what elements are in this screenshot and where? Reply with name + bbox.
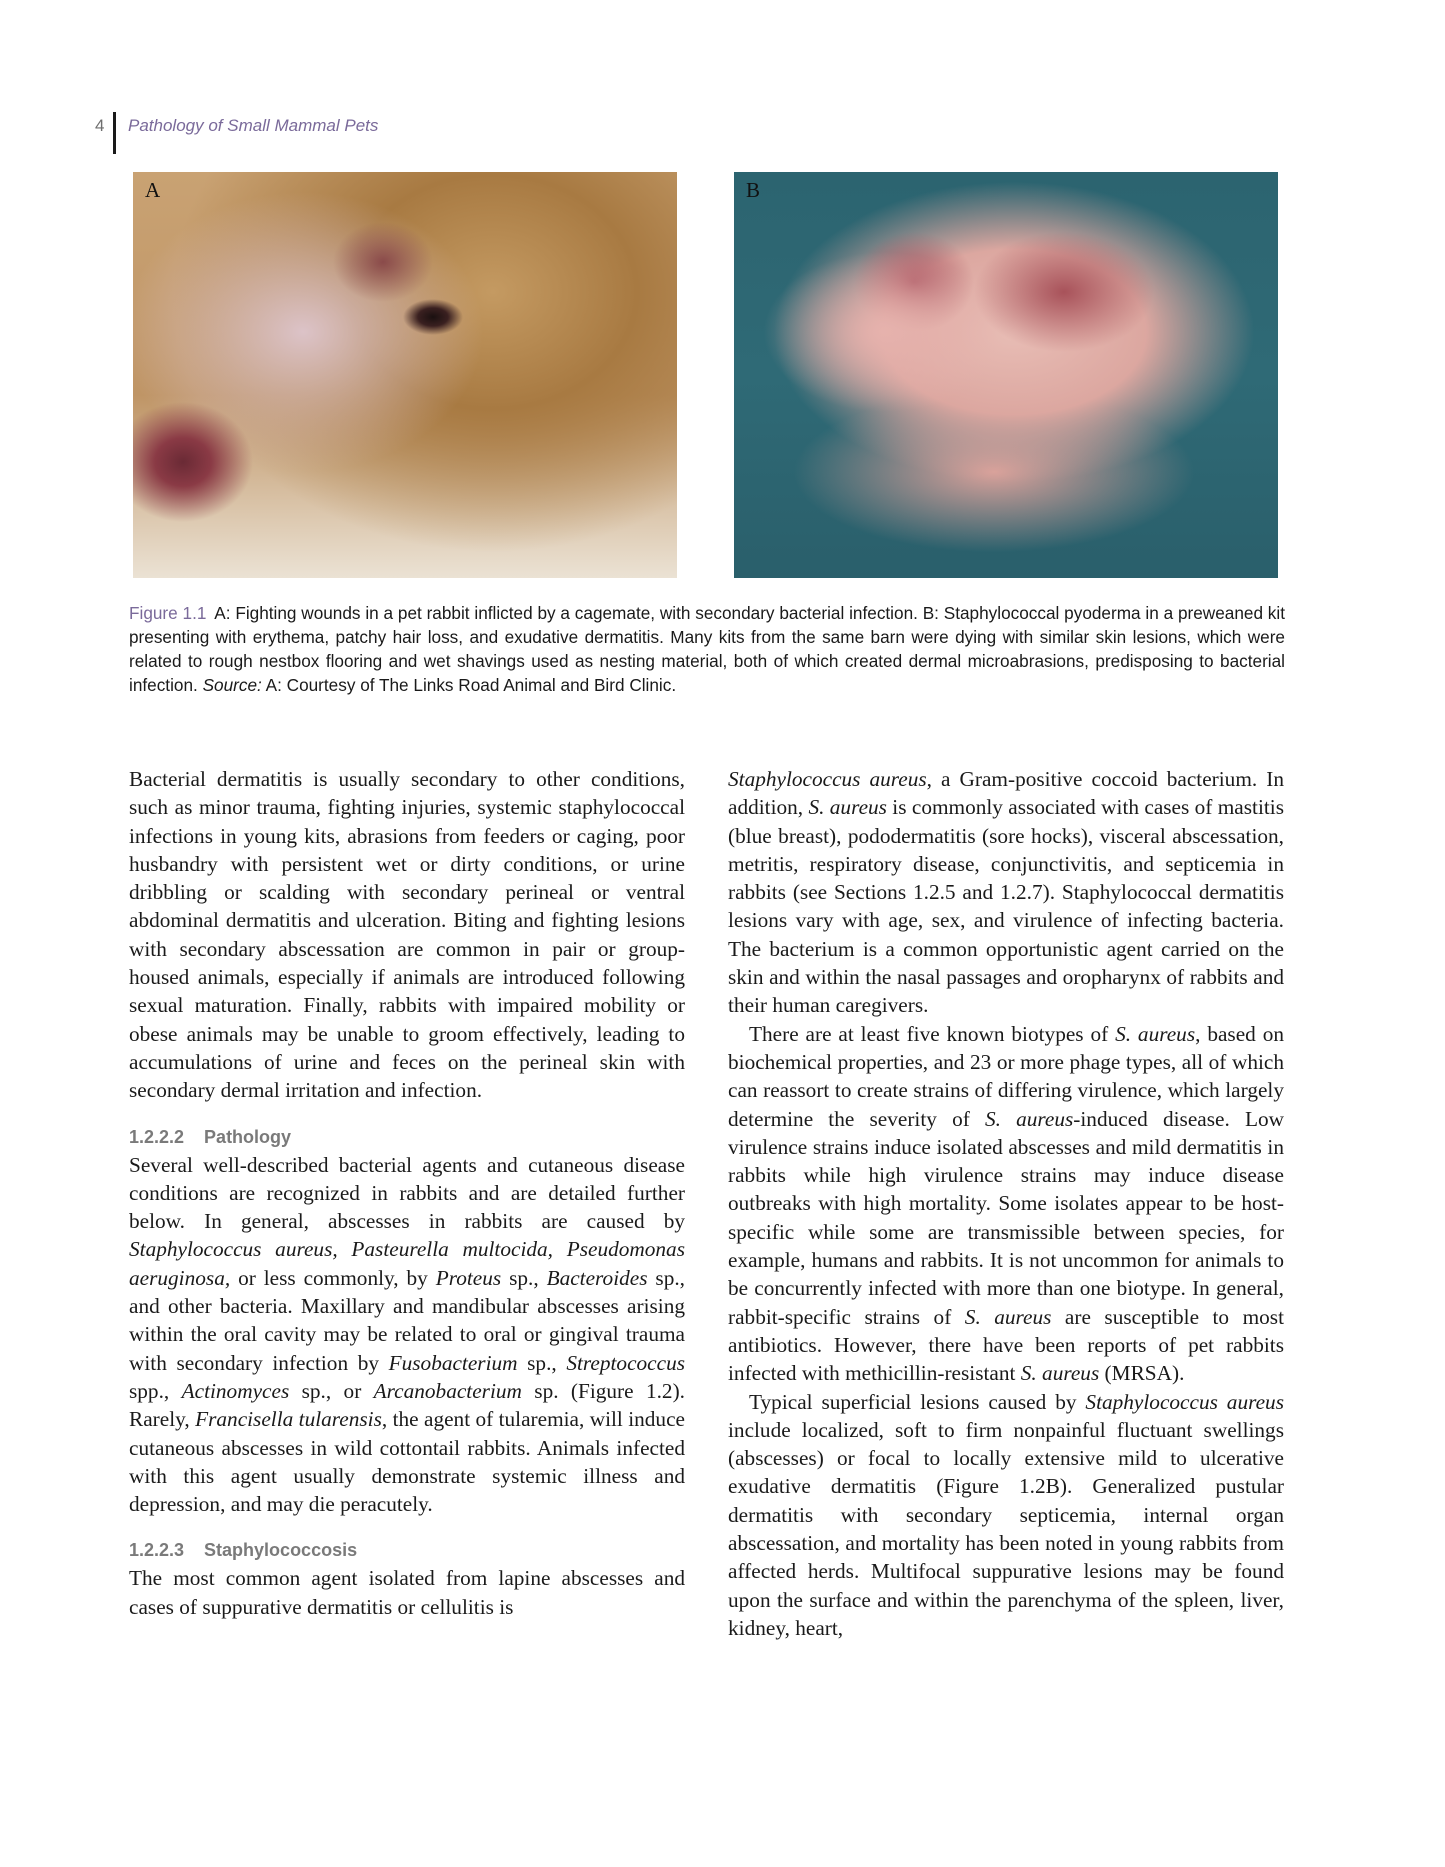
paragraph: The most common agent isolated from lapine abscesses and cases of suppurative dermatitis or cellulitis is xyxy=(129,1566,685,1619)
paragraph: Staphylococcus aureus, a Gram-positive coccoid bacterium. In addition, S. aureus is commonly associated with cases of mastitis (blue breast), pododermatitis (sore hocks), visceral abscessation, metritis, respiratory disease, conjunctivitis, and septicemia in rabbits (see Sections 1.2.5 and 1.2.7). Staphylococcal dermatitis lesions vary with age, sex, and virulence of infecting bacteria. The bacterium is a common opportunistic agent carried on the skin and within the nasal passages and oropharynx of rabbits and their human caregivers. xyxy=(728,767,1284,1018)
paragraph: Typical superficial lesions caused by Staphylococcus aureus include localized, soft to firm nonpainful fluctuant swellings (abscesses) or focal to locally extensive mild to ulcerative exudative dermatitis (Figure 1.2B). Generalized pustular dermatitis with secondary septicemia, internal organ abscessation, and mortality has been noted in young rabbits from affected herds. Multifocal suppurative lesions may be found upon the surface and within the parenchyma of the spleen, liver, kidney, heart, xyxy=(728,1389,1284,1640)
caption-source-label: Source: xyxy=(202,675,262,695)
left-column xyxy=(129,765,685,1621)
figure-caption xyxy=(129,601,1285,697)
caption-source-text: A: Courtesy of The Links Road Animal and Bird Clinic. xyxy=(265,675,677,695)
page-number: 4 xyxy=(95,116,105,135)
section-title: Staphylococcosis xyxy=(204,1540,358,1561)
panel-label-a: A xyxy=(145,178,161,202)
running-title: Pathology of Small Mammal Pets xyxy=(128,116,379,135)
right-column xyxy=(728,765,1284,1642)
paragraph: Several well-described bacterial agents and cutaneous disease conditions are recognized in rabbits and are detailed further below. In general, abscesses in rabbits are caused by Staphylococcus aureus, Pasteurella multocida, Pseudomonas aeruginosa, or less commonly, by Proteus sp., Bacteroides sp., and other bacteria. Maxillary and mandibular abscesses arising within the oral cavity may be related to oral or gingival trauma with secondary infection by Fusobacterium sp., Streptococcus spp., Actinomyces sp., or Arcanobacterium sp. (Figure 1.2). Rarely, Francisella tularensis, the agent of tularemia, will induce cutaneous abscesses in wild cottontail rabbits. Animals infected with this agent usually demonstrate systemic illness and depression, and may die peracutely. xyxy=(129,1152,686,1517)
figure-photo-b xyxy=(734,172,1278,578)
section-number: 1.2.2.3 xyxy=(129,1540,185,1561)
figure-label: Figure 1.1 xyxy=(129,603,207,623)
section-heading xyxy=(129,1536,685,1564)
paragraph: There are at least five known biotypes of S. aureus, based on biochemical properties, and 23 or more phage types, all of which can reassort to create strains of differing virulence, which largely determine the severity of S. aureus-induced disease. Low virulence strains induce isolated abscesses and mild dermatitis in rabbits while high virulence strains may induce disease outbreaks with high mortality. Some isolates appear to be host-specific while some are transmissible between species, for example, humans and rabbits. It is not uncommon for animals to be concurrently infected with more than one biotype. In general, rabbit-specific strains of S. aureus are susceptible to most antibiotics. However, there have been reports of pet rabbits infected with methicillin-resistant S. aureus (MRSA). xyxy=(728,1021,1284,1386)
header-rule xyxy=(113,112,116,154)
section-title: Pathology xyxy=(204,1126,292,1147)
paragraph: Bacterial dermatitis is usually secondary to other conditions, such as minor trauma, fighting injuries, systemic staphylococcal infections in young kits, abrasions from feeders or caging, poor husbandry with persistent wet or dirty conditions, or urine dribbling or scalding with secondary perineal or ventral abdominal dermatitis and ulceration. Biting and fighting lesions with secondary abscessation are common in pair or group-housed animals, especially if animals are introduced following sexual maturation. Finally, rabbits with impaired mobility or obese animals may be unable to groom effectively, leading to accumulations of urine and feces on the perineal skin with secondary dermal irritation and infection. xyxy=(129,767,685,1103)
panel-label-b: B xyxy=(746,178,761,202)
section-number: 1.2.2.2 xyxy=(129,1126,185,1147)
caption-text: A: Fighting wounds in a pet rabbit inflicted by a cagemate, with secondary bacterial infection. B: Staphylococcal pyoderma in a preweaned kit presenting with erythema, patchy hair loss, and exudative dermatitis. Many kits from the same barn were dying with similar skin lesions, which were related to rough nestbox flooring and wet shavings used as nesting material, both of which created dermal microabrasions, predisposing to bacterial infection. xyxy=(129,603,1285,695)
figure-photo-a xyxy=(133,172,677,578)
section-heading xyxy=(129,1123,685,1151)
